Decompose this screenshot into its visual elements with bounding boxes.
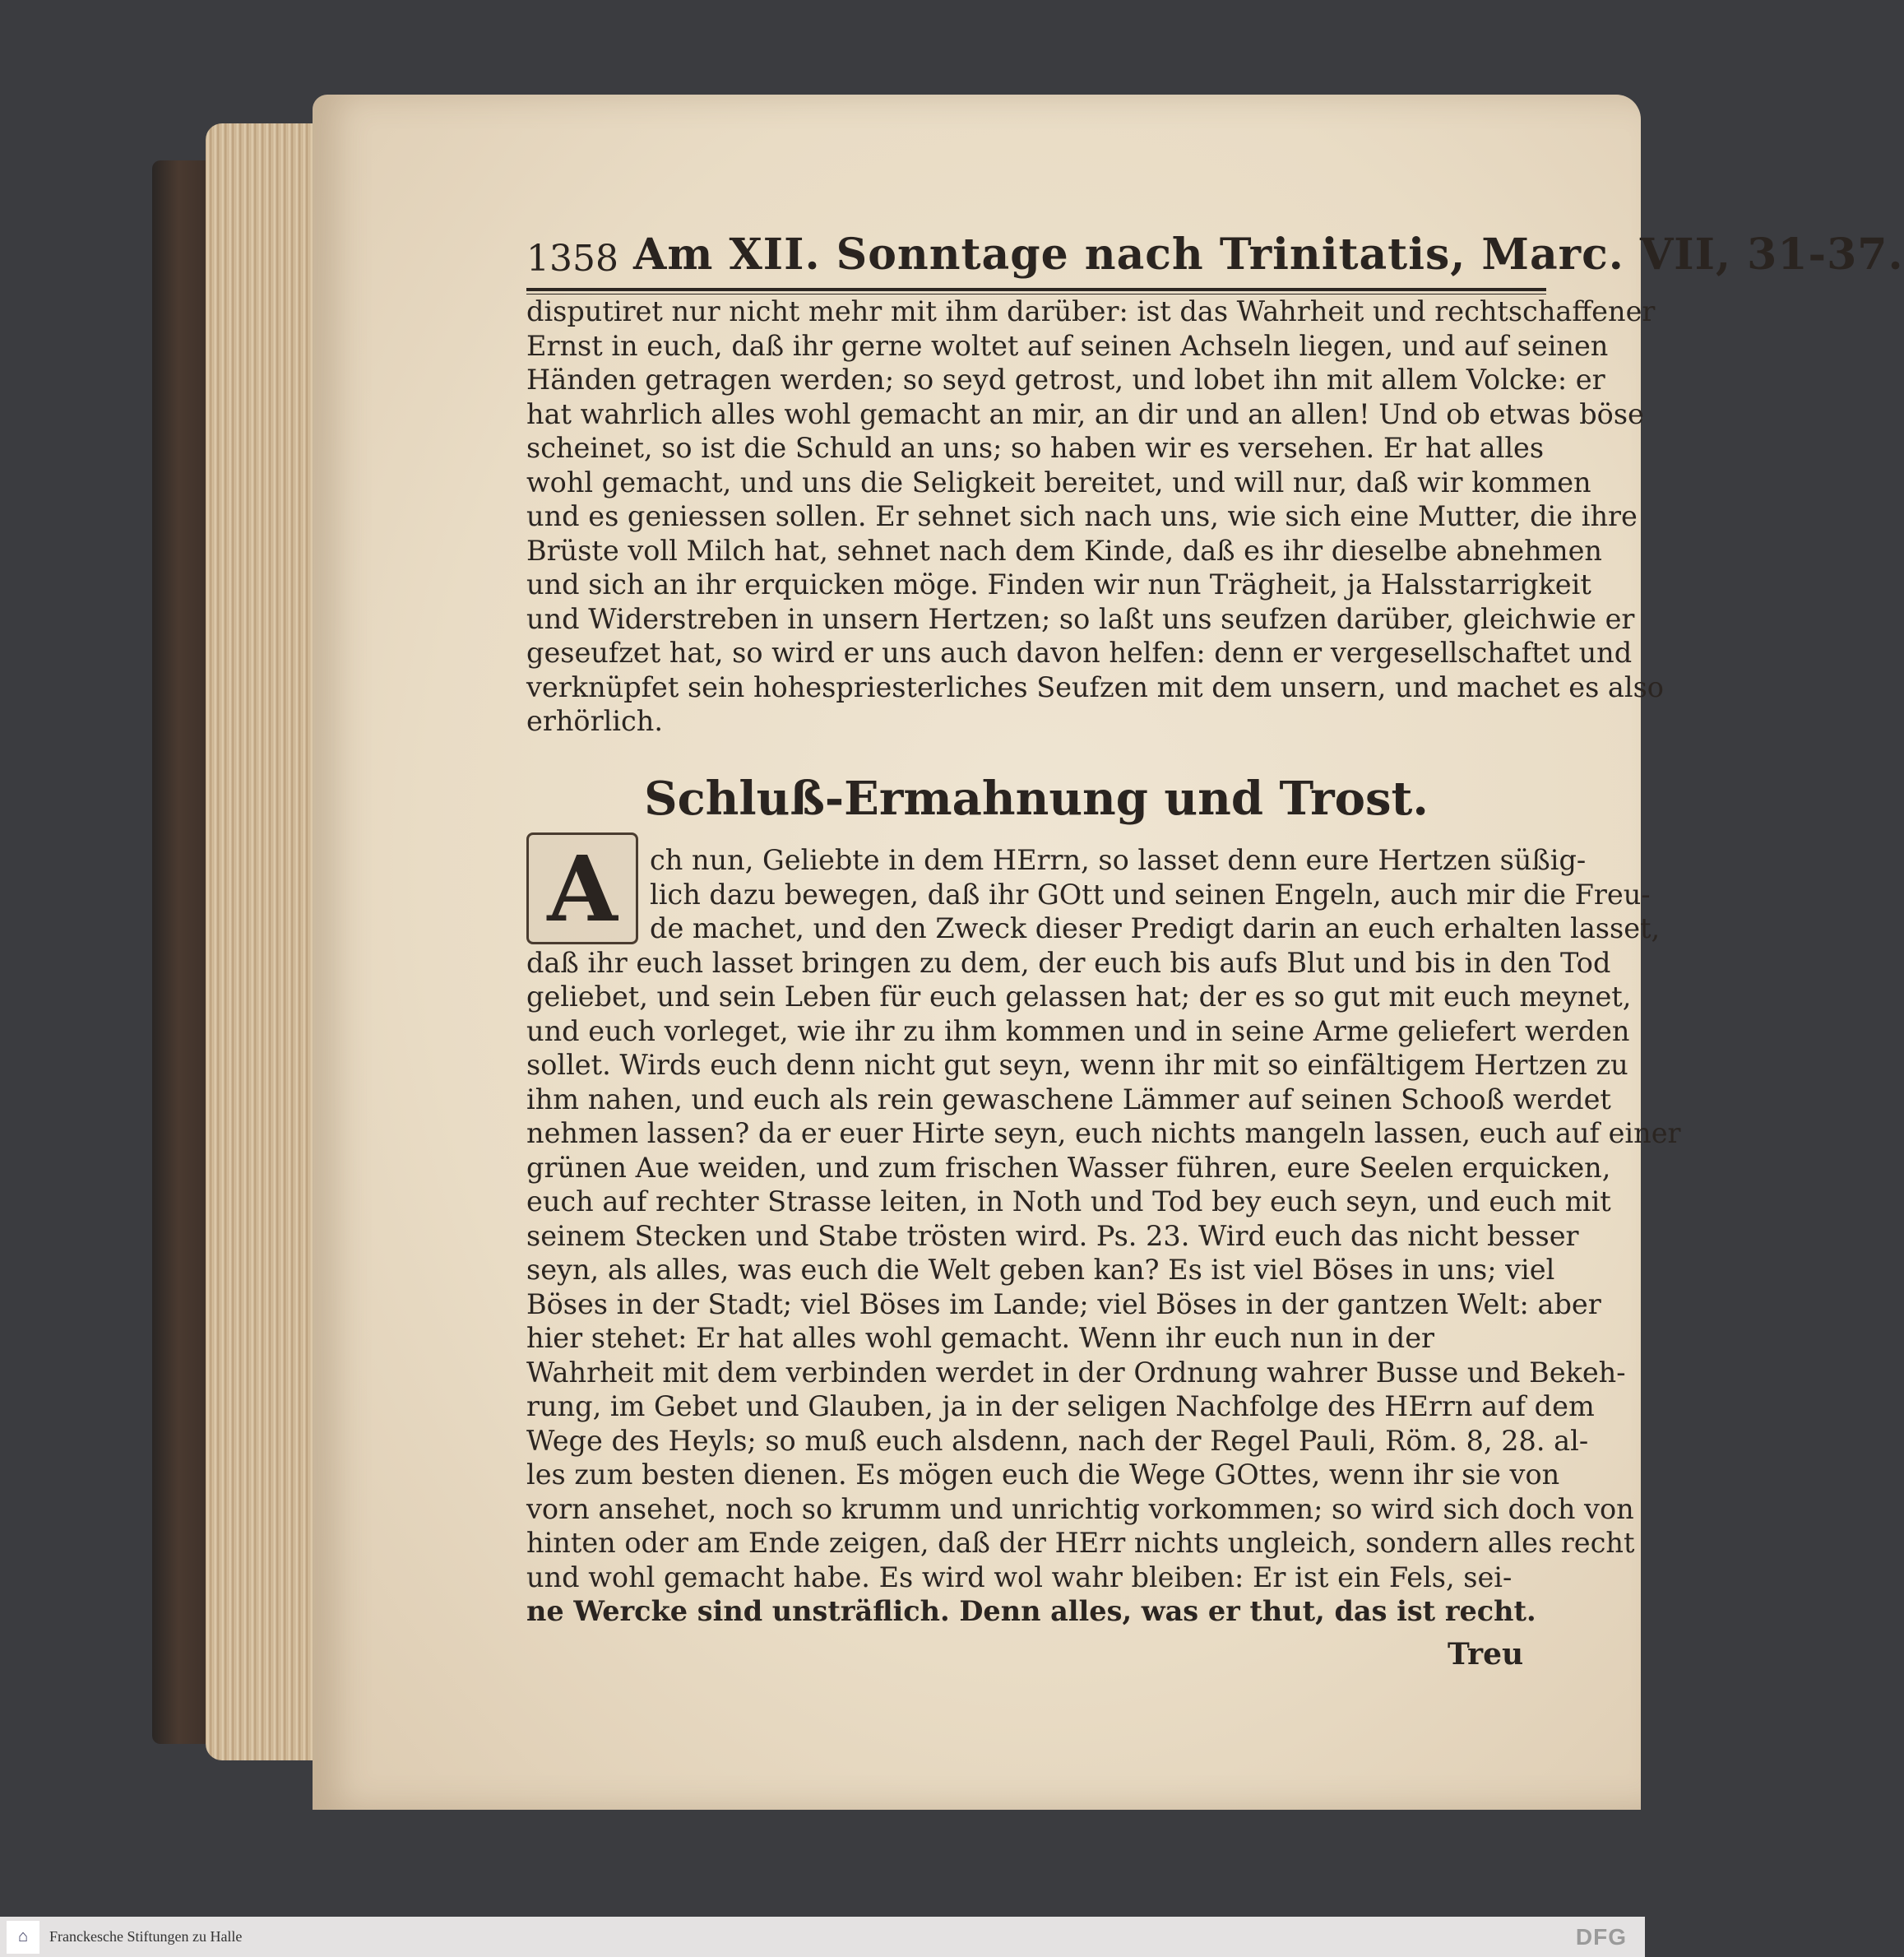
text-line: wohl gemacht, und uns die Seligkeit bereitet, und will nur, daß wir kommen <box>526 466 1591 499</box>
dfg-logo[interactable]: DFG <box>1575 1923 1627 1950</box>
text-line: grünen Aue weiden, und zum frischen Wasser führen, eure Seelen erquicken, <box>526 1151 1611 1184</box>
text-line: seyn, als alles, was euch die Welt geben kan? Es ist viel Böses in uns; viel <box>526 1254 1555 1286</box>
text-line: und es geniessen sollen. Er sehnet sich nach uns, wie sich eine Mutter, die ihre <box>526 500 1638 532</box>
text-line: geseufzet hat, so wird er uns auch davon helfen: denn er vergesellschaftet und <box>526 637 1633 669</box>
decorated-initial: A <box>526 832 638 944</box>
text-line: sollet. Wirds euch denn nicht gut seyn, wenn ihr mit so einfältigem Hertzen zu <box>526 1049 1628 1081</box>
page-edges <box>206 123 321 1760</box>
text-line: hier stehet: Er hat alles wohl gemacht. Wenn ihr euch nun in der <box>526 1322 1435 1354</box>
text-line: rung, im Gebet und Glauben, ja in der seligen Nachfolge des HErrn auf dem <box>526 1390 1595 1422</box>
text-line: de machet, und den Zweck dieser Predigt darin an euch erhalten lasset, <box>650 912 1661 944</box>
text-line: ch nun, Geliebte in dem HErrn, so lasset denn eure Hertzen süßig- <box>650 844 1587 876</box>
viewer-footer <box>0 1917 1645 1957</box>
text-line: hinten oder am Ende zeigen, daß der HErr nichts ungleich, sondern alles recht <box>526 1527 1635 1559</box>
text-line: Wahrheit mit dem verbinden werdet in der Ordnung wahrer Busse und Bekeh- <box>526 1356 1626 1389</box>
text-line: verknüpfet sein hohespriesterliches Seufzen mit dem unsern, und machet es also <box>526 670 1664 703</box>
text-line: geliebet, und sein Leben für euch gelassen hat; der es so gut mit euch meynet, <box>526 981 1632 1013</box>
paragraph-1 <box>526 294 1664 739</box>
text-line: les zum besten dienen. Es mögen euch die Wege GOttes, wenn ihr sie von <box>526 1458 1560 1491</box>
text-line: euch auf rechter Strasse leiten, in Noth und Tod bey euch seyn, und euch mit <box>526 1185 1611 1217</box>
section-heading: Schluß-Ermahnung und Trost. <box>644 772 1429 826</box>
text-line: nehmen lassen? da er euer Hirte seyn, euch nichts mangeln lassen, euch auf einer <box>526 1117 1681 1149</box>
text-line: und wohl gemacht habe. Es wird wol wahr bleiben: Er ist ein Fels, sei- <box>526 1560 1513 1593</box>
text-line: erhörlich. <box>526 705 664 737</box>
paragraph-2 <box>526 843 1681 1629</box>
text-line: Böses in der Stadt; viel Böses im Lande; viel Böses in der gantzen Welt: aber <box>526 1287 1601 1320</box>
text-line: Brüste voll Milch hat, sehnet nach dem Kinde, daß es ihr dieselbe abnehmen <box>526 534 1602 567</box>
text-line: und sich an ihr erquicken möge. Finden wir nun Trägheit, ja Halsstarrigkeit <box>526 568 1591 601</box>
text-line: und euch vorleget, wie ihr zu ihm kommen und in seine Arme geliefert werden <box>526 1014 1630 1047</box>
header-rule <box>526 288 1546 291</box>
text-line: Ernst in euch, daß ihr gerne woltet auf seinen Achseln liegen, und auf seinen <box>526 329 1609 362</box>
running-title: Am XII. Sonntage nach Trinitatis, Marc. VII, 31-37. <box>632 230 1904 280</box>
text-line: und Widerstreben in unsern Hertzen; so laßt uns seufzen darüber, gleichwie er <box>526 602 1635 635</box>
running-header <box>526 230 1904 280</box>
text-line: scheinet, so ist die Schuld an uns; so haben wir es versehen. Er hat alles <box>526 432 1545 464</box>
text-line: seinem Stecken und Stabe trösten wird. Ps. 23. Wird euch das nicht besser <box>526 1219 1579 1252</box>
text-line: vorn ansehet, noch so krumm und unrichtig vorkommen; so wird sich doch von <box>526 1492 1634 1525</box>
text-line: disputiret nur nicht mehr mit ihm darüber: ist das Wahrheit und rechtschaffener <box>526 295 1656 327</box>
text-line: Wege des Heyls; so muß euch alsdenn, nach der Regel Pauli, Röm. 8, 28. al- <box>526 1424 1589 1457</box>
text-line: Händen getragen werden; so seyd getrost, und lobet ihn mit allem Volcke: er <box>526 364 1605 396</box>
page-number: 1358 <box>526 238 618 280</box>
institution-label[interactable]: Franckesche Stiftungen zu Halle <box>49 1928 243 1945</box>
text-line: ne Wercke sind unsträflich. Denn alles, was er thut, das ist recht. <box>526 1595 1536 1627</box>
text-line: hat wahrlich alles wohl gemacht an mir, an dir und an allen! Und ob etwas böse <box>526 397 1644 430</box>
catchword: Treu <box>1448 1637 1524 1672</box>
house-icon[interactable]: ⌂ <box>7 1921 39 1954</box>
text-line: ihm nahen, und euch als rein gewaschene Lämmer auf seinen Schooß werdet <box>526 1083 1611 1115</box>
text-line: lich dazu bewegen, daß ihr GOtt und seinen Engeln, auch mir die Freu- <box>650 878 1651 911</box>
text-line: daß ihr euch lasset bringen zu dem, der euch bis aufs Blut und bis in den Tod <box>526 946 1611 979</box>
